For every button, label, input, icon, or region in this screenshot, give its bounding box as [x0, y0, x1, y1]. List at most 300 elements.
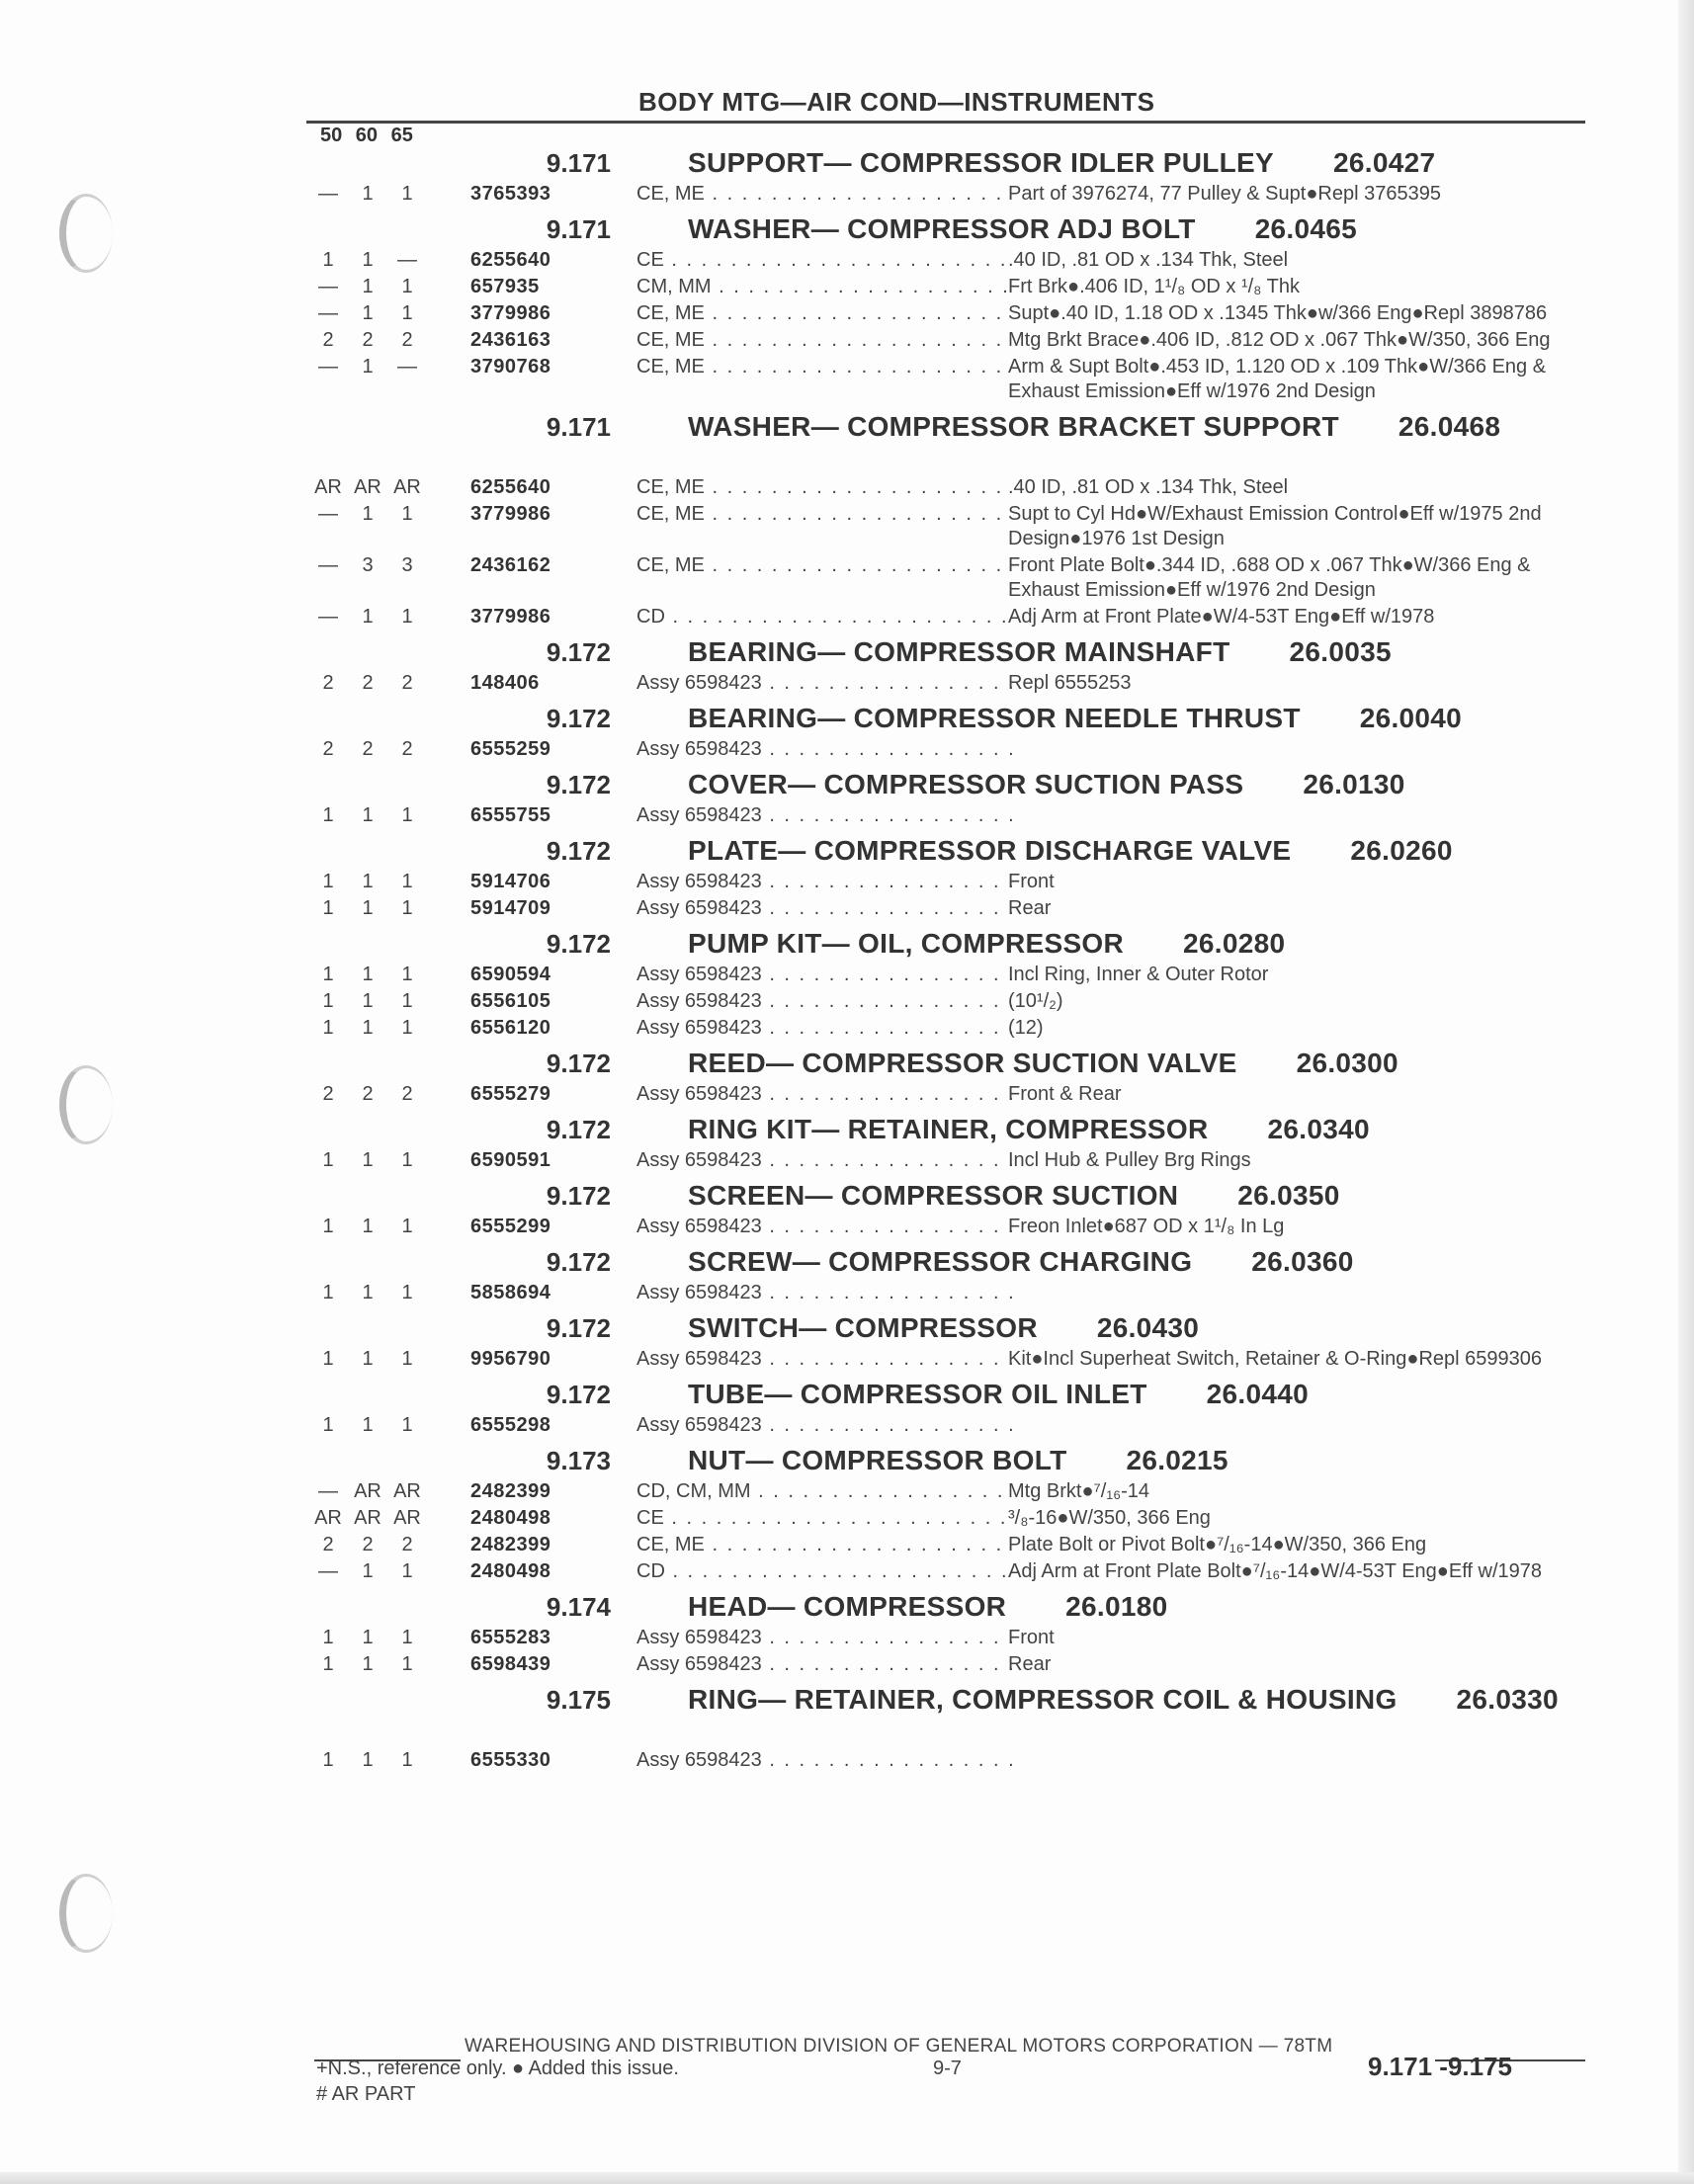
group-code: 26.0130: [1303, 769, 1405, 799]
quantity-60: 1: [362, 503, 374, 525]
quantity-50: —: [318, 554, 338, 576]
quantity-60: 1: [362, 990, 374, 1012]
binder-hole-top: [59, 194, 113, 273]
usage-code: Assy 6598423 . . .: [636, 1016, 1012, 1041]
part-name-line: [688, 770, 1577, 799]
quantity-60: 1: [362, 276, 374, 297]
usage-code: Assy 6598423 . . .: [636, 1281, 1012, 1305]
quantity-65: 1: [401, 606, 413, 628]
part-name-line: [688, 412, 1577, 442]
part-description: Front: [1008, 871, 1055, 892]
usage-code: Assy 6598423 . . .: [636, 1082, 1012, 1107]
usage-code: CE . . .: [636, 1506, 1012, 1531]
quantity-50: 1: [322, 1149, 334, 1171]
quantity-50: 1: [322, 990, 334, 1012]
part-name-line: [688, 1115, 1577, 1144]
quantity-50: AR: [314, 1507, 342, 1529]
year-column-headers: 50 60 65: [320, 125, 413, 146]
quantity-50: —: [318, 503, 338, 525]
part-description: [1008, 1413, 1591, 1440]
part-row: [306, 553, 1585, 605]
quantity-60: 1: [362, 1216, 374, 1237]
quantity-65: AR: [393, 1507, 421, 1529]
quantity-60: 1: [362, 1017, 374, 1039]
part-name: SCREW— COMPRESSOR CHARGING: [688, 1246, 1193, 1277]
part-group: [306, 212, 1585, 406]
quantity-65: 1: [401, 1216, 413, 1237]
part-row: [306, 1559, 1585, 1586]
part-group: [306, 146, 1585, 209]
quantity-60: 1: [362, 1749, 374, 1771]
part-row: [306, 803, 1585, 830]
part-group: [306, 927, 1585, 1043]
usage-code: Assy 6598423 . . .: [636, 870, 1012, 894]
part-name: TUBE— COMPRESSOR OIL INLET: [688, 1379, 1147, 1409]
quantity-65: 1: [401, 1282, 413, 1303]
quantity-50: 1: [322, 1414, 334, 1436]
part-name: COVER— COMPRESSOR SUCTION PASS: [688, 769, 1244, 799]
quantity-50: —: [318, 356, 338, 378]
part-name-line: [688, 1049, 1577, 1078]
usage-code: CE, ME . . .: [636, 301, 1012, 326]
group-heading: [306, 410, 1585, 475]
section-number: 9.172: [546, 704, 611, 733]
group-heading: [306, 1245, 1585, 1281]
footer-ar-note: # AR PART: [316, 2083, 416, 2105]
footer-division: WAREHOUSING AND DISTRIBUTION DIVISION OF GENERAL MOTORS CORPORATION — 78TM: [465, 2036, 1333, 2057]
part-name-line: [688, 1313, 1577, 1343]
part-description: Incl Ring, Inner & Outer Rotor: [1008, 964, 1269, 985]
part-description: Adj Arm at Front Plate●W/4-53T Eng●Eff w/1978: [1008, 606, 1435, 628]
part-row: [306, 355, 1585, 406]
quantity-60: 1: [362, 1149, 374, 1171]
quantity-60: 1: [362, 356, 374, 378]
part-name: REED— COMPRESSOR SUCTION VALVE: [688, 1048, 1237, 1078]
part-row: [306, 671, 1585, 698]
part-number: 2482399: [470, 1534, 551, 1555]
part-row: [306, 1533, 1585, 1559]
part-number: 6255640: [470, 476, 551, 498]
page-edge: [1678, 0, 1694, 2184]
part-row: [306, 605, 1585, 631]
part-name: WASHER— COMPRESSOR BRACKET SUPPORT: [688, 411, 1339, 442]
group-heading: [306, 834, 1585, 870]
group-code: 26.0360: [1251, 1246, 1354, 1277]
quantity-65: —: [397, 356, 417, 378]
quantity-60: 1: [362, 1282, 374, 1303]
part-number: 9956790: [470, 1348, 551, 1370]
usage-code: CE, ME . . .: [636, 553, 1012, 578]
group-heading: [306, 212, 1585, 248]
group-heading: [306, 1378, 1585, 1413]
quantity-50: 2: [322, 1534, 334, 1555]
part-row: [306, 301, 1585, 328]
page-title: BODY MTG—AIR COND—INSTRUMENTS: [638, 87, 1155, 117]
group-heading: [306, 1311, 1585, 1347]
section-range: 9.171 -9.175: [1368, 2052, 1513, 2081]
part-description: Front & Rear: [1008, 1083, 1122, 1105]
part-number: 2480498: [470, 1560, 551, 1582]
part-name: SUPPORT— COMPRESSOR IDLER PULLEY: [688, 147, 1274, 178]
usage-code: Assy 6598423 . . .: [636, 1413, 1012, 1438]
quantity-65: 1: [401, 1749, 413, 1771]
part-number: 3779986: [470, 606, 551, 628]
parts-list: [306, 146, 1585, 1779]
quantity-65: 2: [401, 329, 413, 351]
header-rule: [306, 121, 1585, 124]
quantity-50: 1: [322, 1017, 334, 1039]
quantity-60: 2: [362, 1534, 374, 1555]
group-code: 26.0300: [1296, 1048, 1398, 1078]
part-number: 6255640: [470, 249, 551, 271]
usage-code: Assy 6598423 . . .: [636, 963, 1012, 987]
section-number: 9.171: [546, 148, 611, 178]
quantity-50: —: [318, 302, 338, 324]
quantity-60: 1: [362, 871, 374, 892]
quantity-60: 1: [362, 302, 374, 324]
part-description: [1008, 1281, 1591, 1307]
part-number: 5858694: [470, 1282, 551, 1303]
part-name: SWITCH— COMPRESSOR: [688, 1312, 1038, 1343]
section-number: 9.172: [546, 1181, 611, 1211]
quantity-60: 1: [362, 606, 374, 628]
group-code: 26.0040: [1359, 703, 1463, 733]
part-row: [306, 328, 1585, 355]
section-number: 9.172: [546, 1247, 611, 1277]
part-description: Freon Inlet●687 OD x 1¹/₈ In Lg: [1008, 1216, 1285, 1237]
binder-hole-bottom: [59, 1874, 113, 1953]
part-name: BEARING— COMPRESSOR NEEDLE THRUST: [688, 703, 1301, 733]
part-description: Front Plate Bolt●.344 ID, .688 OD x .067 Thk●W/366 Eng & Exhaust Emission●Eff w/1976 2nd Design: [1008, 554, 1531, 601]
usage-code: CM, MM . . .: [636, 275, 1012, 299]
quantity-60: 1: [362, 1414, 374, 1436]
group-code: 26.0330: [1456, 1684, 1559, 1715]
part-name-line: [688, 929, 1577, 959]
usage-code: CE . . .: [636, 248, 1012, 273]
part-description: Mtg Brkt Brace●.406 ID, .812 OD x .067 Thk●W/350, 366 Eng: [1008, 329, 1551, 351]
part-group: [306, 410, 1585, 631]
quantity-65: 1: [401, 276, 413, 297]
quantity-50: —: [318, 1480, 338, 1502]
part-row: [306, 870, 1585, 896]
part-number: 3790768: [470, 356, 551, 378]
part-number: 6598439: [470, 1653, 551, 1675]
usage-code: Assy 6598423 . . .: [636, 803, 1012, 828]
section-number: 9.172: [546, 1313, 611, 1343]
part-row: [306, 182, 1585, 209]
part-name-line: [688, 637, 1577, 667]
part-group: [306, 768, 1585, 830]
part-description: Arm & Supt Bolt●.453 ID, 1.120 OD x .109 Thk●W/366 Eng & Exhaust Emission●Eff w/1976 2nd Design: [1008, 356, 1547, 402]
part-row: [306, 275, 1585, 301]
quantity-50: 1: [322, 871, 334, 892]
part-group: [306, 1590, 1585, 1679]
quantity-65: 1: [401, 302, 413, 324]
part-number: 6555283: [470, 1627, 551, 1648]
quantity-60: 1: [362, 1653, 374, 1675]
quantity-65: 1: [401, 503, 413, 525]
usage-code: Assy 6598423 . . .: [636, 989, 1012, 1014]
part-number: 3779986: [470, 503, 551, 525]
quantity-50: 2: [322, 329, 334, 351]
quantity-60: 1: [362, 1560, 374, 1582]
quantity-65: 1: [401, 1414, 413, 1436]
page-number: 9-7: [933, 2058, 962, 2079]
part-group: [306, 1179, 1585, 1241]
usage-code: Assy 6598423 . . .: [636, 1748, 1012, 1773]
group-heading: [306, 702, 1585, 737]
quantity-50: —: [318, 1560, 338, 1582]
part-row: [306, 248, 1585, 275]
section-number: 9.174: [546, 1592, 611, 1622]
quantity-50: 1: [322, 964, 334, 985]
group-heading: [306, 1113, 1585, 1148]
quantity-50: 1: [322, 1216, 334, 1237]
part-group: [306, 1683, 1585, 1775]
part-description: Frt Brk●.406 ID, 1¹/₈ OD x ¹/₈ Thk: [1008, 276, 1301, 297]
group-code: 26.0430: [1096, 1312, 1200, 1343]
quantity-65: 1: [401, 1560, 413, 1582]
quantity-65: 1: [401, 1348, 413, 1370]
part-name: SCREEN— COMPRESSOR SUCTION: [688, 1180, 1179, 1211]
part-description: Front: [1008, 1627, 1055, 1648]
part-number: 148406: [470, 672, 540, 694]
group-code: 26.0465: [1254, 213, 1358, 244]
part-row: [306, 1347, 1585, 1374]
usage-code: Assy 6598423 . . .: [636, 896, 1012, 921]
part-number: 6555755: [470, 804, 551, 826]
part-number: 6555330: [470, 1749, 551, 1771]
quantity-65: —: [397, 249, 417, 271]
part-number: 6555298: [470, 1414, 551, 1436]
usage-code: Assy 6598423 . . .: [636, 1215, 1012, 1239]
section-number: 9.172: [546, 836, 611, 866]
quantity-65: 2: [401, 1083, 413, 1105]
part-name-line: [688, 836, 1577, 866]
part-description: (10¹/₂): [1008, 990, 1063, 1012]
part-group: [306, 1047, 1585, 1109]
usage-code: CE, ME . . .: [636, 355, 1012, 379]
part-row: [306, 1748, 1585, 1775]
quantity-65: 2: [401, 738, 413, 760]
part-group: [306, 834, 1585, 923]
part-row: [306, 1082, 1585, 1109]
usage-code: CE, ME . . .: [636, 328, 1012, 353]
group-heading: [306, 768, 1585, 803]
group-code: 26.0260: [1350, 835, 1453, 866]
part-number: 2482399: [470, 1480, 551, 1502]
quantity-50: 2: [322, 672, 334, 694]
quantity-60: 1: [362, 1348, 374, 1370]
part-number: 6555299: [470, 1216, 551, 1237]
group-heading: [306, 1590, 1585, 1626]
quantity-65: 1: [401, 897, 413, 919]
section-number: 9.172: [546, 770, 611, 799]
quantity-50: 1: [322, 1653, 334, 1675]
part-description: Adj Arm at Front Plate Bolt●⁷/₁₆-14●W/4-53T Eng●Eff w/1978: [1008, 1560, 1543, 1582]
part-row: [306, 1626, 1585, 1652]
quantity-50: 1: [322, 897, 334, 919]
part-number: 6556120: [470, 1017, 551, 1039]
part-number: 3765393: [470, 183, 551, 205]
part-description: Mtg Brkt●⁷/₁₆-14: [1008, 1480, 1150, 1502]
group-heading: [306, 1444, 1585, 1479]
part-name: NUT— COMPRESSOR BOLT: [688, 1445, 1067, 1475]
part-group: [306, 1311, 1585, 1374]
part-number: 657935: [470, 276, 540, 297]
page-bottom-edge: [0, 2172, 1694, 2184]
quantity-50: —: [318, 183, 338, 205]
part-number: 2436162: [470, 554, 551, 576]
group-code: 26.0035: [1289, 636, 1392, 667]
part-name-line: [688, 1685, 1577, 1715]
part-description: Incl Hub & Pulley Brg Rings: [1008, 1149, 1251, 1171]
group-heading: [306, 635, 1585, 671]
quantity-65: AR: [393, 476, 421, 498]
part-description: ³/₈-16●W/350, 366 Eng: [1008, 1507, 1211, 1529]
part-row: [306, 1413, 1585, 1440]
part-number: 6555279: [470, 1083, 551, 1105]
section-number: 9.171: [546, 214, 611, 244]
part-description: [1008, 1748, 1591, 1775]
group-code: 26.0427: [1333, 147, 1436, 178]
part-number: 2436163: [470, 329, 551, 351]
usage-code: CD, CM, MM . . .: [636, 1479, 1012, 1504]
group-code: 26.0350: [1237, 1180, 1340, 1211]
part-row: [306, 1506, 1585, 1533]
part-number: 6555259: [470, 738, 551, 760]
group-code: 26.0215: [1126, 1445, 1228, 1475]
usage-code: CE, ME . . .: [636, 182, 1012, 207]
part-number: 2480498: [470, 1507, 551, 1529]
usage-code: Assy 6598423 . . .: [636, 1652, 1012, 1677]
part-group: [306, 1113, 1585, 1175]
quantity-60: AR: [354, 476, 381, 498]
group-code: 26.0180: [1065, 1591, 1168, 1622]
quantity-50: —: [318, 606, 338, 628]
part-row: [306, 737, 1585, 764]
part-row: [306, 1281, 1585, 1307]
section-number: 9.171: [546, 412, 611, 442]
group-heading: [306, 1047, 1585, 1082]
quantity-50: 1: [322, 804, 334, 826]
quantity-65: 1: [401, 183, 413, 205]
usage-code: Assy 6598423 . . .: [636, 1626, 1012, 1650]
usage-code: CD . . .: [636, 1559, 1012, 1584]
binder-hole-middle: [59, 1065, 113, 1144]
quantity-60: 2: [362, 329, 374, 351]
quantity-65: 3: [401, 554, 413, 576]
usage-code: CD . . .: [636, 605, 1012, 630]
quantity-50: 1: [322, 1348, 334, 1370]
quantity-60: 1: [362, 249, 374, 271]
part-group: [306, 1444, 1585, 1586]
quantity-65: 1: [401, 804, 413, 826]
part-name: HEAD— COMPRESSOR: [688, 1591, 1007, 1622]
part-name: RING KIT— RETAINER, COMPRESSOR: [688, 1114, 1209, 1144]
quantity-65: 1: [401, 1653, 413, 1675]
part-number: 5914709: [470, 897, 551, 919]
part-row: [306, 1215, 1585, 1241]
quantity-65: 2: [401, 672, 413, 694]
part-description: [1008, 737, 1591, 764]
section-number: 9.172: [546, 1115, 611, 1144]
quantity-50: 1: [322, 1749, 334, 1771]
section-number: 9.172: [546, 1049, 611, 1078]
part-description: .40 ID, .81 OD x .134 Thk, Steel: [1008, 476, 1289, 498]
part-number: 5914706: [470, 871, 551, 892]
part-name-line: [688, 214, 1577, 244]
usage-code: CE, ME . . .: [636, 1533, 1012, 1557]
part-number: 6590591: [470, 1149, 551, 1171]
usage-code: Assy 6598423 . . .: [636, 671, 1012, 696]
part-name: BEARING— COMPRESSOR MAINSHAFT: [688, 636, 1230, 667]
quantity-50: 1: [322, 1627, 334, 1648]
part-name-line: [688, 1592, 1577, 1622]
usage-code: Assy 6598423 . . .: [636, 737, 1012, 762]
part-number: 6590594: [470, 964, 551, 985]
quantity-50: 1: [322, 249, 334, 271]
quantity-65: 1: [401, 990, 413, 1012]
group-code: 26.0468: [1398, 411, 1501, 442]
quantity-60: 2: [362, 1083, 374, 1105]
part-name: RING— RETAINER, COMPRESSOR COIL & HOUSING: [688, 1684, 1398, 1715]
part-name: WASHER— COMPRESSOR ADJ BOLT: [688, 213, 1196, 244]
part-row: [306, 475, 1585, 502]
part-name-line: [688, 1446, 1577, 1475]
group-code: 26.0340: [1267, 1114, 1370, 1144]
usage-code: CE, ME . . .: [636, 502, 1012, 527]
quantity-60: AR: [354, 1507, 381, 1529]
quantity-65: 1: [401, 1627, 413, 1648]
part-description: Rear: [1008, 1653, 1052, 1675]
quantity-65: 1: [401, 1017, 413, 1039]
group-heading: [306, 927, 1585, 963]
quantity-50: —: [318, 276, 338, 297]
part-description: Repl 6555253: [1008, 672, 1132, 694]
part-row: [306, 1148, 1585, 1175]
quantity-65: 1: [401, 1149, 413, 1171]
section-number: 9.175: [546, 1685, 611, 1715]
part-description: Part of 3976274, 77 Pulley & Supt●Repl 3765395: [1008, 183, 1441, 205]
group-code: 26.0280: [1183, 928, 1286, 959]
quantity-60: 3: [362, 554, 374, 576]
part-row: [306, 896, 1585, 923]
quantity-50: 2: [322, 1083, 334, 1105]
part-description: [1008, 803, 1591, 830]
quantity-60: 1: [362, 804, 374, 826]
part-description: Supt to Cyl Hd●W/Exhaust Emission Control●Eff w/1975 2nd Design●1976 1st Design: [1008, 503, 1542, 549]
part-row: [306, 1479, 1585, 1506]
part-name-line: [688, 1380, 1577, 1409]
group-heading: [306, 1179, 1585, 1215]
part-name-line: [688, 704, 1577, 733]
part-description: Kit●Incl Superheat Switch, Retainer & O-Ring●Repl 6599306: [1008, 1348, 1542, 1370]
part-description: (12): [1008, 1017, 1044, 1039]
group-code: 26.0440: [1206, 1379, 1309, 1409]
part-number: 3779986: [470, 302, 551, 324]
part-name-line: [688, 148, 1577, 178]
part-group: [306, 702, 1585, 764]
group-heading: [306, 146, 1585, 182]
part-number: 6556105: [470, 990, 551, 1012]
group-heading: [306, 1683, 1585, 1748]
quantity-50: 2: [322, 738, 334, 760]
section-number: 9.172: [546, 637, 611, 667]
usage-code: Assy 6598423 . . .: [636, 1347, 1012, 1372]
part-group: [306, 635, 1585, 698]
quantity-65: AR: [393, 1480, 421, 1502]
